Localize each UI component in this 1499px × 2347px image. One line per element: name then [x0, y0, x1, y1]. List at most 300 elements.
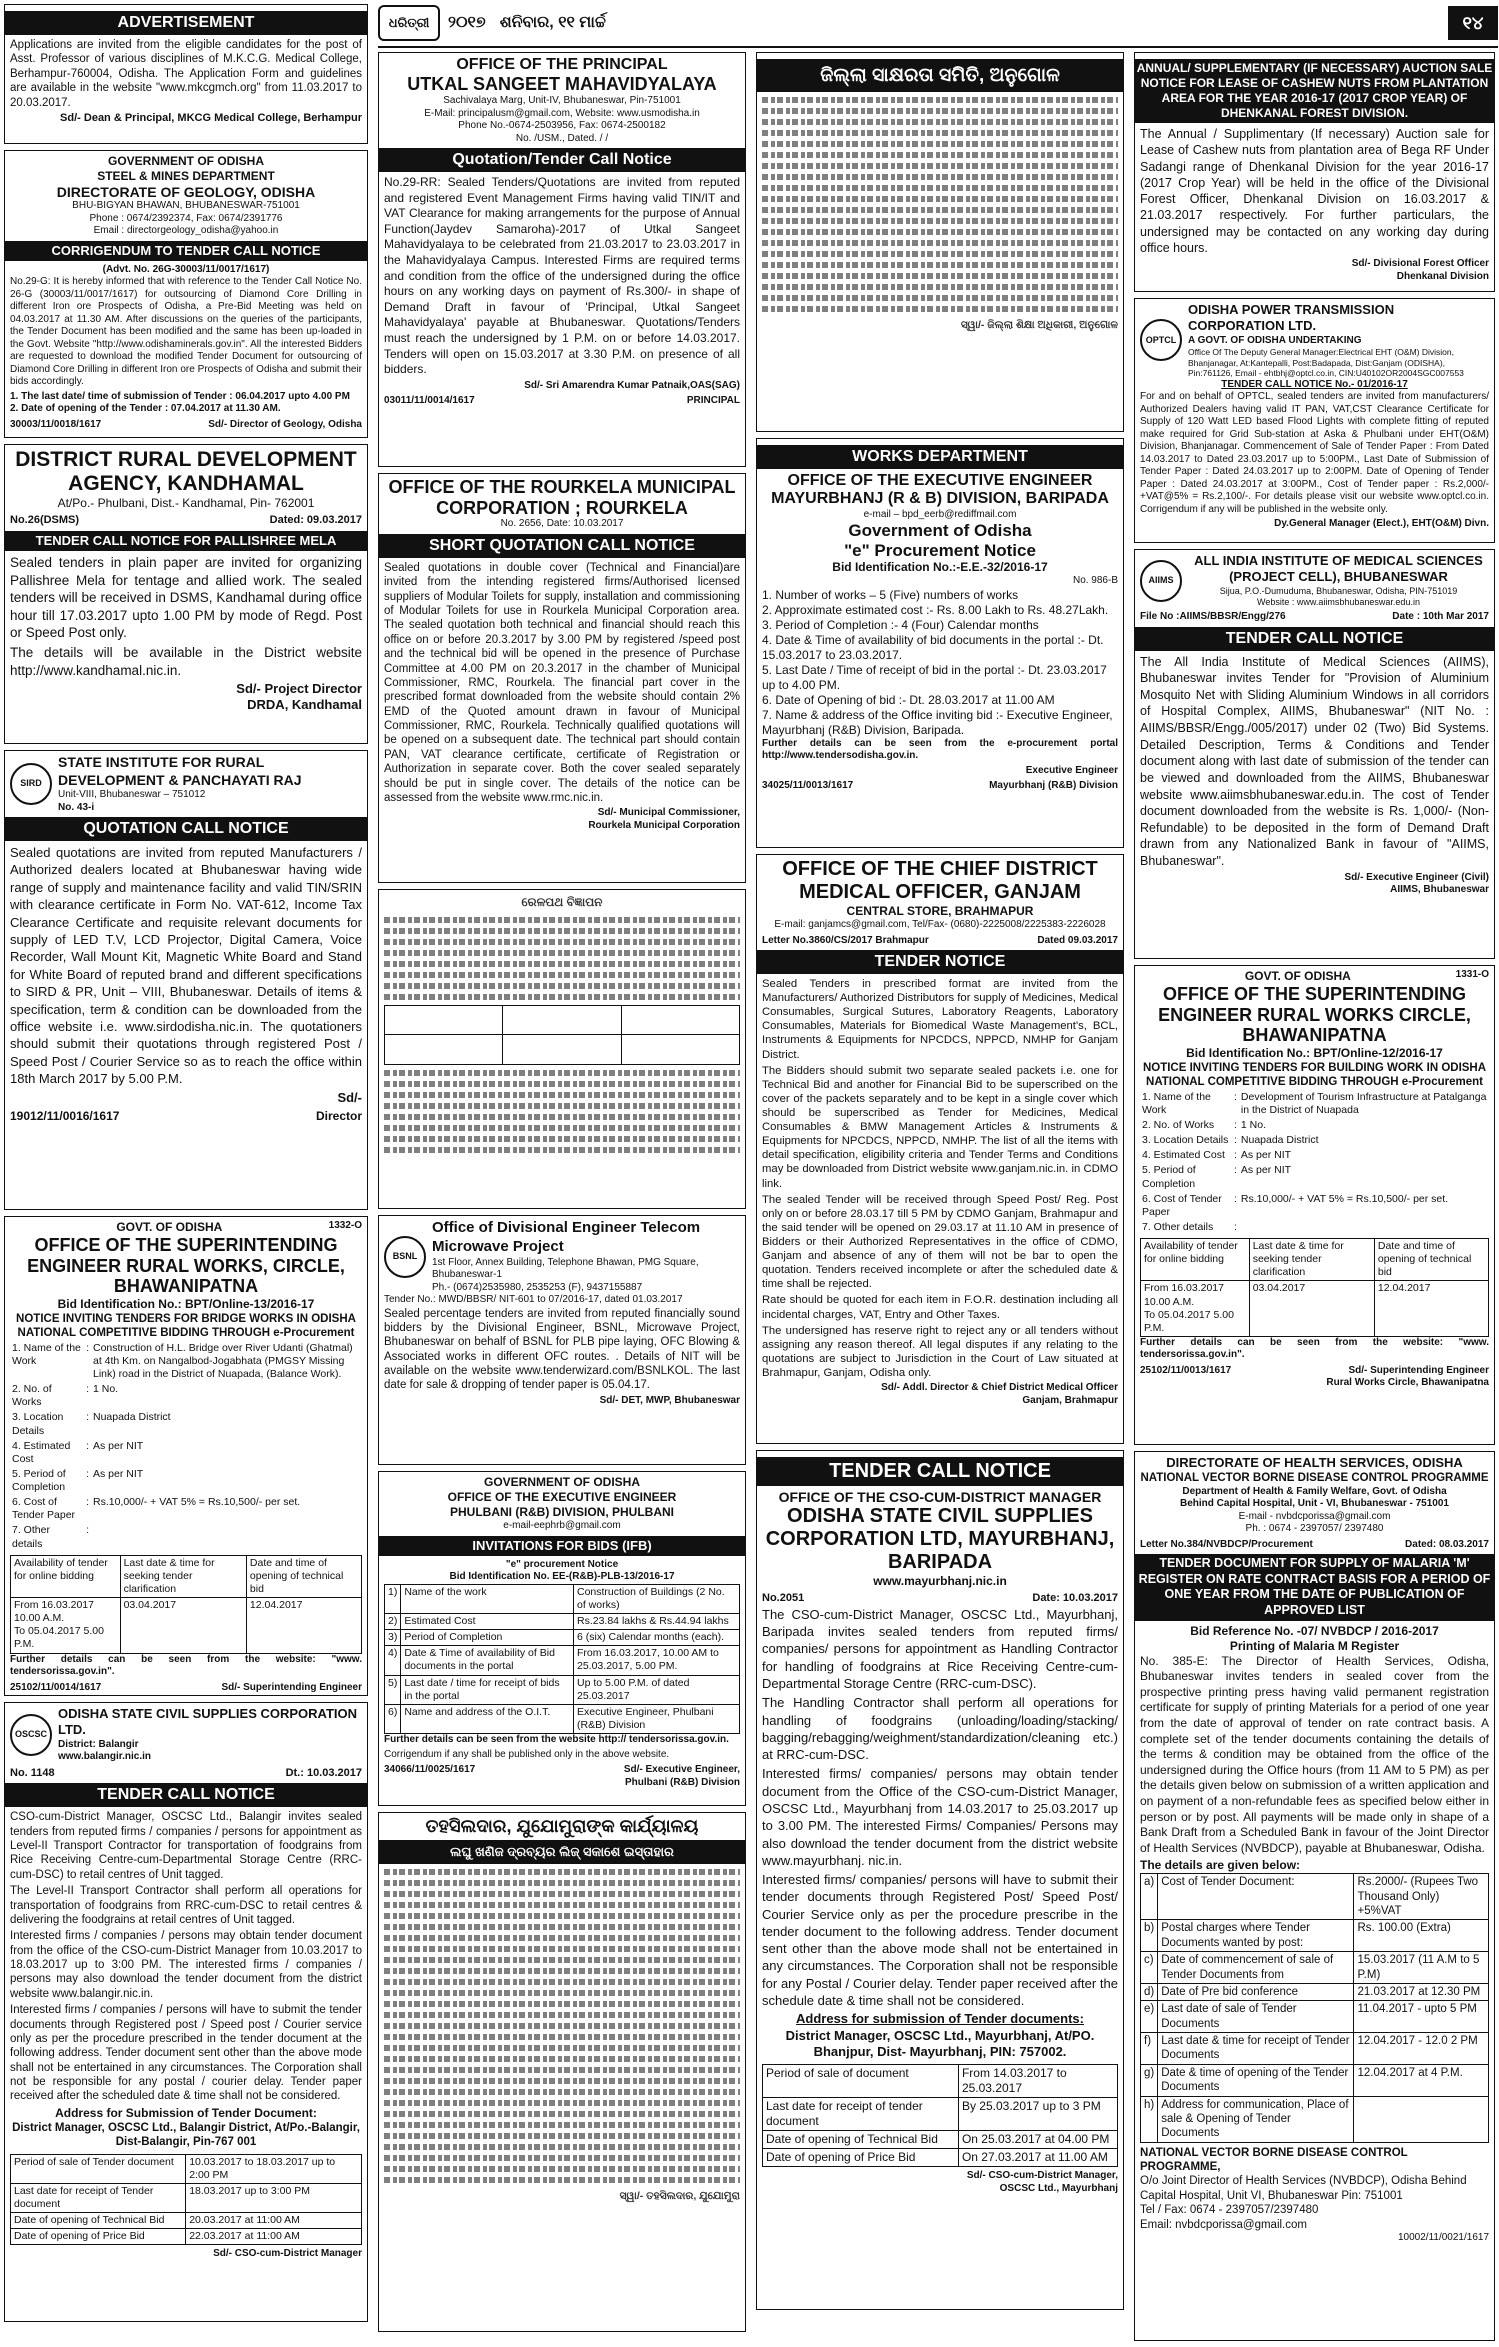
- work-table: [384, 1584, 740, 1734]
- table-cell: 21.03.2017 at 12.30 PM: [1354, 1983, 1489, 2000]
- ad-line: OFFICE OF THE CHIEF DISTRICT: [782, 858, 1098, 880]
- table-cell: Rs. 100.00 (Extra): [1354, 1920, 1489, 1952]
- ad-utkal-sangeet: [378, 52, 746, 467]
- ad-oscsc-mayurbhanj: [756, 1450, 1124, 2310]
- ad-sign: Sd/- Superintending Engineer: [1348, 1364, 1489, 1376]
- ad-mkcg: [4, 4, 368, 144]
- table-cell: Period of Completion: [401, 1630, 574, 1646]
- table-cell: Date & Time of availability of Bid documents in the portal: [401, 1646, 574, 1675]
- ad-no: No. 1148: [10, 1766, 55, 1779]
- table-row: [1141, 2064, 1489, 2096]
- ad-para: Interested firms/ companies/ persons may obtain tender document from the Office of the CSO-cum-District Manager, OSCSC Ltd., Mayurbhanj from 14.03.2017 to 25.03.2017 up to 3.00 PM. The interested Firms/ Companies/ Persons may also download the tender document from the district website www.mayurbhanj. nic.in.: [762, 1766, 1118, 1868]
- table-cell: 12.04.2017 - 12.0 2 PM: [1354, 2033, 1489, 2065]
- ad-para: The undersigned has reserve right to reject any or all tenders without assigning any reason thereof. All legal disputes if any relating to the quotations are subject to Jurisdiction in the Court of Law situated at Brahmapur, Ganjam, Odisha only.: [762, 1324, 1118, 1379]
- ad-sign: Sd/- Executive Engineer (Civil): [1344, 871, 1489, 883]
- table-cell: g): [1141, 2064, 1158, 2096]
- cell: 12.04.2017: [1374, 1281, 1488, 1337]
- ad-body: Applications are invited from the eligible candidates for the post of Asst. Professor of various disciplines of M.K.C.G. Medical College, Berhampur-760004, Odisha. The Application Form and guidelines are available in the website "www.mkcgmch.org" from 11.03.2017 to 20.03.2017.: [10, 39, 362, 109]
- ad-rourkela: [378, 473, 746, 883]
- ad-web: www.balangir.nic.in: [58, 1751, 151, 1762]
- table-cell: Last date for receipt of Tender document: [11, 2183, 186, 2212]
- ad-line: PHULBANI (R&B) DIVISION, PHULBANI: [450, 1505, 674, 1519]
- table-row: [1140, 1118, 1489, 1133]
- table-cell: 22.03.2017 at 11:00 AM: [186, 2229, 362, 2245]
- table-cell: a): [1141, 1874, 1158, 1920]
- ad-title: DIRECTORATE OF GEOLOGY, ODISHA: [56, 184, 316, 200]
- ad-line: DEVELOPMENT & PANCHAYATI RAJ: [58, 771, 302, 788]
- table-row: [1141, 1983, 1489, 2000]
- table-cell: 10.03.2017 to 18.03.2017 up to 2:00 PM: [186, 2154, 362, 2183]
- ad-ref: 19012/11/0016/1617: [10, 1108, 120, 1123]
- table-cell: 2. No. of Works: [12, 1383, 52, 1409]
- ad-footer: NATIONAL VECTOR BORNE DISEASE CONTROL PROGRAMME,: [1140, 2146, 1408, 2174]
- table-cell: Nuapada District: [92, 1411, 171, 1424]
- ad-date: Dated: 08.03.2017: [1405, 1538, 1489, 1550]
- ad-title: ରେଳପଥ ବିଜ୍ଞାପନ: [521, 895, 603, 909]
- ad-sign: ସ୍ୱା/- ତହସିଲଦାର, ଯୁଯୋମୁରା: [619, 2189, 740, 2202]
- ad-sign: Sd/- DET, MWP, Bhubaneswar: [599, 1394, 740, 1406]
- table-row: [1141, 2096, 1489, 2142]
- ad-rw-tourism: [1134, 965, 1495, 1445]
- table-cell: 2. No. of Works: [1142, 1119, 1215, 1132]
- ad-cdmo-ganjam: [756, 854, 1124, 1444]
- ad-drda: [4, 444, 368, 744]
- bsnl-logo-icon: BSNL: [384, 1236, 426, 1278]
- table-row: [11, 2154, 362, 2183]
- ad-body: The All India Institute of Medical Sciences (AIIMS), Bhubaneswar invites Tender for "Provision of Aluminium Mosquito Net with Sliding Aluminium Windows in all corridors of Hospital Complex, AIIMS, Bhubaneswar" (NIT No. : AIIMS/BBSR/Engg./005/2017) under 02 (Two) Bid Systems. Detailed Description, Terms & Conditions and Tender document along with last date of submission of the tender can be viewed and downloaded from the AIIMS, Bhubaneswar website www.aiimsbhubaneswar.edu.in. The cost of Tender document downloaded from the website is Rs. 1,000/- (Non-Refundable) to be deposited in the form of Demand Draft drawn from any Nationalized Bank in favour of "AIIMS, Bhubaneswar".: [1140, 654, 1489, 868]
- column-3: [756, 52, 1124, 2316]
- table-cell: 3. Location Details: [1142, 1134, 1229, 1147]
- ad-sign: Dy.General Manager (Elect.), EHT(O&M) Divn.: [1274, 518, 1489, 530]
- table-cell: d): [1141, 1983, 1158, 2000]
- ad-sign: Sd/- Dean & Principal, MKCG Medical College, Berhampur: [60, 111, 362, 124]
- table-cell: 5. Period of Completion: [12, 1467, 66, 1494]
- work-details-table: [1140, 1090, 1489, 1235]
- ad-bar: Quotation/Tender Call Notice: [379, 148, 745, 172]
- table-cell: 15.03.2017 (11 A.M to 5 P.M): [1354, 1952, 1489, 1984]
- ad-sign-2: Director: [315, 1108, 362, 1123]
- table-cell: :: [86, 1411, 89, 1424]
- works-list: [762, 588, 1118, 738]
- table-cell: :: [86, 1524, 89, 1537]
- table-row: [1141, 1952, 1489, 1984]
- ad-line: Department of Health & Family Welfare, Govt. of Odisha: [1182, 1485, 1447, 1497]
- ad-bar: QUOTATION CALL NOTICE: [5, 817, 367, 841]
- table-row: [1140, 1133, 1489, 1148]
- ad-sign-2: Dhenkanal Division: [1396, 270, 1489, 282]
- table-cell: f): [1141, 2033, 1158, 2065]
- ad-odia-railway: [378, 889, 746, 1209]
- ad-footer: O/o Joint Director of Health Services (NVBDCP), Odisha Behind Capital Hospital, Unit VI, Bhubaneswar Pin: 751001: [1140, 2175, 1467, 2202]
- ad-code: 1332-O: [328, 1220, 362, 1231]
- table-row: [1141, 2033, 1489, 2065]
- table-cell: Nuapada District: [1240, 1134, 1319, 1147]
- ad-para: Interested firms / companies / persons will have to submit the tender documents through Registered post / Speed post / Courier service only as per the procedure prescribed in the tender document at the following address. Tender document sent other than the above mode shall not be entertained in any circumstances. The Corporation shall not be responsible for any postal / courier delay. Tender paper received after the scheduled date & time shall not be considered.: [10, 2004, 362, 2103]
- table-cell: As per NIT: [92, 1439, 144, 1452]
- ad-web: www.mayurbhanj.nic.in: [873, 1574, 1007, 1589]
- ad-sign-2: Rural Works Circle, Bhawanipatna: [1326, 1377, 1489, 1389]
- table-cell: 7. Other details: [12, 1524, 50, 1550]
- table-row: [763, 2149, 1118, 2167]
- ad-bar: INVITATIONS FOR BIDS (IFB): [379, 1536, 745, 1556]
- ad-body: Sealed percentage tenders are invited from reputed financially sound bidders by the Divisional Engineer, BSNL, Microwave Project, Bhubaneswar on behalf of BSNL for PLB pipe laying, OFC Blowing & Associated works in different OFC routes. . Details of NIT will be available on the website www.tenderwizard.com/BSNLKOL. The last date for sale & dropping of tender paper is 05.04.17.: [384, 1307, 740, 1392]
- availability-table: [1140, 1238, 1489, 1337]
- ad-phone: Ph.- (0674)2535980, 2535253 (F), 9437155887: [432, 1281, 643, 1293]
- table-cell: b): [1141, 1920, 1158, 1952]
- ad-file: File No :AIIMS/BBSR/Engg/276: [1140, 611, 1286, 622]
- cell: Last date & time for seeking tender clarification: [1249, 1239, 1374, 1281]
- ad-address-heading: Address for submission of Tender documents:: [796, 2011, 1084, 2027]
- ad-body: Sealed quotations are invited from reputed Manufacturers / Authorized dealers located at Bhubaneswar having wide range of supply and maintenance facility and valid TIN/SRIN with clearance certificate in Form No. VAT-612, Income Tax Clearance Certificate and requisite relevant documents for supply of LED T.V, LCD Projector, Digital Camera, Voice Recorder, Wall Mount Kit, Magnetic White Board and Stand for White Board of reputed brand and different specifications to SIRD & PR, Unit – VIII, Bhubaneswar. Details of items & specification, term & condition can be downloaded from the office website i.e. www.sirdodisha.nic.in. The quotationers should submit their quotations through registered Post / Speed Post / Courier Service so as to reach the office within 18th March 2017 by 5.00 P.M.: [10, 845, 362, 1087]
- list-item: 1. Number of works – 5 (Five) numbers of works: [762, 587, 1019, 602]
- ad-phone: Ph. : 0674 - 2397057/ 2397480: [1245, 1523, 1384, 1535]
- cell: Availability of tender for online bidding: [1141, 1239, 1250, 1281]
- table-cell: h): [1141, 2096, 1158, 2142]
- masthead-year: ୨୦୧୭: [448, 14, 486, 31]
- table-cell: Date of Pre bid conference: [1158, 1983, 1354, 2000]
- ad-ref: 30003/11/0018/1617: [10, 418, 102, 430]
- table-cell: Executive Engineer, Phulbani (R&B) Division: [574, 1704, 740, 1733]
- list-item: 4. Date & Time of availability of bid documents in the portal :- Dt. 15.03.2017 to 23.03.2017.: [762, 632, 1104, 662]
- ad-line: CENTRAL STORE, BRAHMAPUR: [846, 904, 1034, 918]
- ad-bar: TENDER NOTICE: [757, 950, 1123, 974]
- ad-code: 1331-O: [1455, 969, 1489, 980]
- ad-gov: GOVT. OF ODISHA: [1244, 969, 1351, 983]
- ad-date: Dated 09.03.2017: [1037, 934, 1118, 946]
- table-cell: [91, 1523, 362, 1551]
- table-cell: [1239, 1220, 1489, 1235]
- table-cell: Rs.23.84 lakhs & Rs.44.94 lakhs: [574, 1614, 740, 1630]
- work-details-table: [10, 1341, 362, 1552]
- ad-title: Office of Divisional Engineer Telecom: [432, 1219, 701, 1236]
- ad-works-mayurbhanj: [756, 438, 1124, 848]
- table-cell: Rs.10,000/- + VAT 5% = Rs.10,500/- per set.: [1240, 1192, 1449, 1205]
- ad-address: Sijua, P.O.-Dumuduma, Bhubaneswar, Odisha, PIN-751019: [1219, 585, 1458, 596]
- table-cell: Rs.10,000/- + VAT 5% = Rs.10,500/- per set.: [92, 1496, 301, 1509]
- ad-date: Dated: 09.03.2017: [269, 514, 362, 527]
- ad-para: The Handling Contractor shall perform all operations for handling of foodgrains (unloading/loading/stacking/ bagging/rebagging/weighment/standardization/cleaning etc.) at RRC-cum-DSC.: [762, 1695, 1118, 1763]
- cell: Date and time of opening of technical bid: [1374, 1239, 1488, 1281]
- table-cell: Period of sale of Tender document: [11, 2154, 186, 2183]
- table-row: [10, 1495, 362, 1523]
- table-row: [1140, 1220, 1489, 1235]
- aiims-logo-icon: AIIMS: [1140, 560, 1182, 602]
- ad-sign-2: DRDA, Kandhamal: [247, 697, 362, 713]
- ad-sign: ସ୍ୱା/- ଜିଲ୍ଲା ଶିକ୍ଷା ଅଧିକାରୀ, ଅନୁଗୋଳ: [960, 319, 1118, 332]
- ad-date: Date : 10th Mar 2017: [1392, 611, 1489, 622]
- ad-ref: 03011/11/0014/1617: [384, 395, 475, 407]
- ad-title: OFFICE OF THE SUPERINTENDING ENGINEER RURAL WORKS CIRCLE, BHAWANIPATNA: [1158, 984, 1471, 1046]
- ad-body: No. 385-E: The Director of Health Services, Odisha, Bhubaneswar invites tenders in sealed cover from the prospective printing press having valid permanent registration certificate for supply of printing Materials for a period of one year from the date of approval of tender on rate contract basis. A complete set of the tender documents containing the details of the terms & condition may be obtained from the office of the undersigned during the Office hours (from 11 AM to 5 PM) as per the details given below on submission of a written application and on payment of a non-refundable fees as specified below either in person or by post. All payments will be made only in shape of a Bank Draft from a Scheduled Bank in favour of the Joint Director of Health Services (NVBDCP), payable at Bhubaneswar, Odisha.: [1140, 1653, 1489, 1855]
- ad-body: Sealed tenders in plain paper are invited for organizing Pallishree Mela for tentage and allied work. The sealed tenders will be received in DSMS, Kandhamal during office hour till 17.03.2017 upto 1.00 PM by mode of Regd. Post or Speed Post only.: [10, 555, 362, 641]
- table-row: [763, 2065, 1118, 2098]
- ad-date: Dt.: 10.03.2017: [285, 1766, 362, 1779]
- ad-title: DISTRICT RURAL DEVELOPMENT AGENCY, KANDHAMAL: [15, 448, 357, 496]
- ad-line: STEEL & MINES DEPARTMENT: [97, 169, 275, 183]
- ad-address: 1st Floor, Annex Building, Telephone Bhawan, PMG Square, Bhubaneswar-1: [432, 1256, 699, 1280]
- table-cell: Date of opening of Technical Bid: [11, 2213, 186, 2229]
- ad-title: OFFICE OF THE ROURKELA MUNICIPAL CORPORATION ; ROURKELA: [388, 477, 736, 518]
- ad-bid: Bid Reference No. -07/ NVBDCP / 2016-2017: [1190, 1623, 1439, 1638]
- ad-title: MEDICAL OFFICER, GANJAM: [799, 881, 1081, 903]
- table-cell: 6): [385, 1704, 401, 1733]
- ad-title: UTKAL SANGEET MAHAVIDYALAYA: [407, 74, 717, 95]
- ad-line: Government of Odisha: [848, 521, 1032, 541]
- ad-sign-2: AIIMS, Bhubaneswar: [1390, 884, 1489, 896]
- table-cell: 4. Estimated Cost: [12, 1439, 71, 1465]
- ad-ref: 34025/11/0013/1617: [762, 780, 854, 792]
- availability-table: [10, 1555, 362, 1654]
- table-cell: Estimated Cost: [401, 1614, 574, 1630]
- column-2: [378, 52, 746, 2338]
- table-cell: Name and address of the O.I.T.: [401, 1704, 574, 1733]
- ad-sub: A GOVT. OF ODISHA UNDERTAKING: [1188, 334, 1362, 346]
- ad-no: No.26(DSMS): [10, 514, 80, 527]
- table-cell: :: [86, 1383, 89, 1396]
- ad-ref: 25102/11/0014/1617: [10, 1681, 102, 1693]
- table-row: [10, 1523, 362, 1551]
- ad-bid: Bid Identification No.: BPT/Online-12/2016-17: [1186, 1046, 1443, 1061]
- table-cell: 1 No.: [92, 1383, 119, 1396]
- ad-rw-bridge: [4, 1216, 368, 1696]
- ad-bsnl: [378, 1215, 746, 1465]
- table-cell: :: [1233, 1090, 1237, 1103]
- ad-bar: ANNUAL/ SUPPLEMENTARY (IF NECESSARY) AUCTION SALE NOTICE FOR LEASE OF CASHEW NUTS FROM PLANTATION AREA FOR THE YEAR 2016-17 (2017 CROP YEAR) OF DHENKANAL FOREST DIVISION.: [1135, 59, 1494, 123]
- ad-ref: 25102/11/0013/1617: [1140, 1364, 1232, 1376]
- table-cell: Date of opening of Price Bid: [763, 2149, 959, 2167]
- ad-gov: GOVERNMENT OF ODISHA: [483, 1475, 640, 1489]
- ad-title: ଜିଲ୍ଲା ସାକ୍ଷରତା ସମିତି, ଅନୁଗୋଳ: [757, 59, 1123, 92]
- ad-sign-2: Rourkela Municipal Corporation: [588, 819, 740, 831]
- ad-para: Interested firms / companies / persons may obtain tender document from the office of the CSO-cum-District Manager from 10.03.2017 to 18.03.2017 up to 3:00 PM. The interested firms / companies / persons may also download the tender document from the district website www.balangir.nic.in.: [10, 1930, 362, 2000]
- ad-web: Further details can be seen from the e-procurement portal http://www.tendersodisha.gov.in.: [762, 737, 1118, 762]
- ad-phone: Phone No.-0674-2503956, Fax: 0674-2500182: [458, 120, 666, 132]
- table-cell: 1. Name of the Work: [12, 1341, 81, 1367]
- newspaper-logo: ଧରିତ୍ରୀ: [378, 5, 440, 41]
- table-cell: Construction of Buildings (2 No. of works): [574, 1584, 740, 1613]
- ad-corr: Corrigendum if any shall be published only in the above website.: [384, 1748, 670, 1760]
- ad-footer: Email: nvbdcporissa@gmail.com: [1140, 2218, 1307, 2231]
- schedule-table: [10, 2154, 362, 2246]
- column-1: [4, 4, 368, 2328]
- ad-no: No. 2656, Date: 10.03.2017: [500, 518, 624, 530]
- table-cell: Period of sale of document: [763, 2065, 959, 2098]
- table-cell: 7. Other details: [1142, 1220, 1214, 1233]
- cell: To 05.04.2017 5.00 P.M.: [14, 1625, 104, 1651]
- ad-sub: "e" procurement Notice: [505, 1558, 619, 1570]
- ad-email: E-mail: ganjamcs@gmail.com, Tel/Fax- (0680)-2225008/2225383-2226028: [774, 919, 1106, 930]
- ad-footer: Tel / Fax: 0674 - 2397057/2397480: [1140, 2204, 1319, 2217]
- ad-nvbdcp: [1134, 1451, 1495, 2341]
- ad-sign: Sd/- Superintending Engineer: [221, 1681, 362, 1693]
- ad-no: No.2051: [762, 1592, 805, 1605]
- cell: Availability of tender for online bidding: [11, 1555, 121, 1597]
- ad-sign: Sd/- Divisional Forest Officer: [1351, 258, 1489, 269]
- table-cell: Cost of Tender Document:: [1158, 1874, 1354, 1920]
- ad-notice: NOTICE INVITING TENDERS FOR BUILDING WORK IN ODISHA NATIONAL COMPETITIVE BIDDING THROUGH e-Procurement: [1142, 1062, 1487, 1089]
- cell: 03.04.2017: [1249, 1281, 1374, 1337]
- table-cell: Name of the work: [401, 1584, 574, 1613]
- ad-oscsc-balangir: [4, 1702, 368, 2322]
- table-cell: :: [1233, 1134, 1237, 1147]
- ad-phulbani: [378, 1471, 746, 1806]
- table-cell: 6 (six) Calendar months (each).: [574, 1630, 740, 1646]
- table-cell: 6. Cost of Tender Paper: [1142, 1192, 1222, 1218]
- table-cell: On 25.03.2017 at 04.00 PM: [958, 2131, 1117, 2149]
- details-table: [1140, 1873, 1489, 2142]
- cell: Last date & time for seeking tender clarification: [120, 1555, 246, 1597]
- table-cell: Date of opening of Technical Bid: [763, 2131, 959, 2149]
- ad-role: PRINCIPAL: [686, 395, 740, 407]
- ad-para: CSO-cum-District Manager, OSCSC Ltd., Balangir invites sealed tenders from reputed firms / companies / persons for appointment as Level-II Transport Contractor for transportation of foodgrains from Rice Receiving Centre-cum-Departmental Storage Centre (RRC-cum-DSC) to retail centres of Unit tagged.: [10, 1811, 362, 1881]
- table-cell: Last date for receipt of tender document: [763, 2098, 959, 2131]
- ad-line: "e" Procurement Notice: [844, 540, 1036, 560]
- table-row: [763, 2098, 1118, 2131]
- ad-sign-2: Phulbani (R&B) Division: [625, 1776, 740, 1788]
- ad-email: E-mail - nvbdcporissa@gmail.com: [1238, 1510, 1391, 1522]
- ad-line: DIRECTORATE OF HEALTH SERVICES, ODISHA: [1166, 1455, 1463, 1470]
- table-cell: :: [86, 1496, 89, 1509]
- table-cell: [1354, 2096, 1489, 2142]
- table-cell: :: [1233, 1164, 1237, 1177]
- ad-title: ODISHA POWER TRANSMISSION CORPORATION LTD.: [1188, 302, 1395, 334]
- ad-address: Unit-VIII, Bhubaneswar – 751012: [58, 789, 206, 800]
- table-row: [1140, 1090, 1489, 1118]
- ad-para: The Bidders should submit two separate sealed packets i.e. one for Technical Bid and another for Financial Bid to be superscribed on the cover of the packets separately and to be kept in a single cover which should be superscribed as Tender for Medicines, Medical Consumables & BMW Management Articles & Instruments & Equipments for NPCDCS, NPPCD, NMHP. The list of all the items with detail specification, eligibility criteria and Tender Terms and Conditions may be downloaded from District website www.ganjam.nic.in. in CDMO link.: [762, 1064, 1118, 1190]
- masthead-date: ଶନିବାର, ୧୧ ମାର୍ଚ୍ଚ: [499, 14, 606, 31]
- table-row: [11, 2229, 362, 2245]
- table-cell: Address for communication, Place of sale & Opening of Tender Documents: [1158, 2096, 1354, 2142]
- ad-email: e-mail-eephrb@gmail.com: [503, 1520, 621, 1531]
- ad-address: District Manager, OSCSC Ltd., Balangir District, At/Po.-Balangir, Dist-Balangir, Pin-767 001: [12, 2121, 360, 2149]
- table-cell: :: [1233, 1220, 1237, 1233]
- table-cell: 5. Period of Completion: [1142, 1164, 1196, 1190]
- ad-bid: Bid Identification No.:-E.E.-32/2016-17: [832, 560, 1048, 575]
- ad-web: Further details can be seen from the website http:// tendersorissa.gov.in.: [384, 1734, 729, 1745]
- ad-email: e-mail – bpd_eerb@rediffmail.com: [863, 508, 1017, 520]
- cell: From 16.03.2017 10.00 A.M.: [14, 1599, 94, 1625]
- table-cell: Date of commencement of sale of Tender Documents from: [1158, 1952, 1354, 1984]
- ad-advt-no: (Advt. No. 26G-30003/11/0017/1617): [102, 263, 270, 275]
- ad-line: STATE INSTITUTE FOR RURAL: [58, 754, 265, 770]
- table-cell: 20.03.2017 at 11:00 AM: [186, 2213, 362, 2229]
- cell: From 16.03.2017 10.00 A.M.: [1144, 1282, 1224, 1308]
- table-row: [1141, 1920, 1489, 1952]
- table-cell: Postal charges where Tender Documents wanted by post:: [1158, 1920, 1354, 1952]
- ad-phone: Phone : 0674/2392374, Fax: 0674/2391776: [89, 212, 283, 224]
- ad-sign: Sd/- CSO-cum-District Manager,: [966, 2170, 1118, 2182]
- ad-address: District Manager, OSCSC Ltd., Mayurbhanj, At/PO. Bhanjpur, Dist- Mayurbhanj, PIN: 757002.: [785, 2027, 1095, 2059]
- table-cell: Date & time of opening of the Tender Documents: [1158, 2064, 1354, 2096]
- table-cell: :: [1233, 1192, 1237, 1205]
- ad-line: GOVERNMENT OF ODISHA: [107, 154, 264, 168]
- ad-bar: TENDER DOCUMENT FOR SUPPLY OF MALARIA 'M' REGISTER ON RATE CONTRACT BASIS FOR A PERIOD OF ONE YEAR FROM THE DATE OF PUBLICATION OF APPROVED LIST: [1135, 1554, 1494, 1621]
- table-row: [11, 2183, 362, 2212]
- ad-sign: Sd/- CSO-cum-District Manager: [213, 2248, 362, 2260]
- ad-sign: Executive Engineer: [1025, 764, 1118, 776]
- ad-date-1: 1. The last date/ time of submission of Tender : 06.04.2017 upto 4.00 PM: [10, 390, 350, 402]
- table-cell: c): [1141, 1952, 1158, 1984]
- ad-title: OFFICE OF THE SUPERINTENDING ENGINEER RURAL WORKS, CIRCLE, BHAWANIPATNA: [27, 1235, 345, 1297]
- ad-sign-2: Ganjam, Brahmapur: [1022, 1394, 1118, 1406]
- ad-bar: WORKS DEPARTMENT: [757, 445, 1123, 469]
- table-cell: As per NIT: [1240, 1164, 1292, 1177]
- table-cell: 2): [385, 1614, 401, 1630]
- list-item: 7. Name & address of the Office inviting bid :- Executive Engineer, Mayurbhanj (R&B) Division, Baripada.: [762, 707, 1113, 737]
- table-cell: 1 No.: [1240, 1119, 1266, 1132]
- ad-line: OFFICE OF THE PRINCIPAL: [456, 56, 668, 73]
- ad-email: Email : directorgeology_odisha@yahoo.in: [93, 225, 279, 237]
- ad-letter: Letter No.384/NVBDCP/Procurement: [1140, 1538, 1313, 1550]
- table-row: [385, 1646, 740, 1675]
- ad-date: Date: 10.03.2017: [1032, 1592, 1118, 1605]
- table-row: [11, 2213, 362, 2229]
- table-row: [10, 1410, 362, 1438]
- table-cell: 1. Name of the Work: [1142, 1090, 1211, 1116]
- cell: To 05.04.2017 5.00 P.M.: [1144, 1308, 1234, 1334]
- masthead: [378, 0, 1498, 48]
- table-cell: 3. Location Details: [12, 1411, 64, 1437]
- table-cell: 5): [385, 1675, 401, 1704]
- ad-body: For and on behalf of OPTCL, sealed tenders are invited from manufacturers/ Authorized Dealers having valid IT PAN, VAT,CST Clearance Certificate for Supply of 120 Watt LED based Flood Lights with complete fitting of reputed make required for Grid Sub-station at Aska & Phulbani under EHT(O&M) Division, Bhanjanagar. Commencement of Sale of Tender Paper : From Dated 14.03.2017 to Dated 23.03.2017 up to 5:00PM., Last Date of Submission of Tender Paper : Dated 24.03.2017 up to 2:00PM. Date of Opening of Tender Paper : Dated 24.03.2017 at 3:00PM., Cost of Tender paper : Rs.2,000/- +VAT@5% = Rs.2,100/-. For details please visit our website www.optcl.co.in. Corrigendum if any will be published in the website only.: [1140, 391, 1489, 515]
- ad-sign: Sd/- Municipal Commissioner,: [597, 807, 740, 819]
- table-cell: 11.04.2017 - upto 5 PM: [1354, 2001, 1489, 2033]
- table-row: [10, 1341, 362, 1382]
- table-cell: By 25.03.2017 up to 3 PM: [958, 2098, 1117, 2131]
- table-cell: 6. Cost of Tender Paper: [12, 1496, 76, 1522]
- ad-district: District: Balangir: [58, 1738, 139, 1750]
- ad-cashew: [1134, 52, 1495, 292]
- table-cell: 4): [385, 1646, 401, 1675]
- table-row: [1140, 1148, 1489, 1163]
- table-row: [10, 1382, 362, 1410]
- table-cell: :: [86, 1439, 89, 1452]
- ad-code: No. 986-B: [1072, 575, 1118, 587]
- ad-bar: TENDER CALL NOTICE: [5, 1783, 367, 1807]
- ad-para: Sealed Tenders in prescribed format are invited from the Manufacturers/ Authorized Distributors for supply of Medicines, Medical Consumables, Surgical Sutures, Laboratory Reagents, Laboratory Consumables, Materials for Biomedical Waste Management's, BCL, Instruments & Equipments for NPCDCS, NPPCD, NMHP for Ganjam District.: [762, 978, 1119, 1061]
- cell: Date and time of opening of technical bid: [246, 1555, 361, 1597]
- ad-subtitle: Microwave Project: [432, 1237, 564, 1255]
- ad-ref: 34066/11/0025/1617: [384, 1764, 476, 1775]
- table-cell: 4. Estimated Cost: [1142, 1149, 1225, 1162]
- ad-sign: Sd/-: [337, 1089, 362, 1105]
- ad-body: No.29-RR: Sealed Tenders/Quotations are invited from reputed and registered Event Management Firms having valid TIN/IT and VAT Clearance for making arrangements for the purpose of Annual Function(Jaydev Samaroha)-2017 of Utkal Sangeet Mahavidyalaya to be celebrated from 21.03.2017 to 23.03.2017 in the Mahavidyalaya Campus. Interested Firms are required terms and condition from the office of the undersigned during the office hours on any working days on payment of Rs.300/- in shape of Demand Draft in favour of 'Principal, Utkal Sangeet Mahavidyalaya' payable at Bhubaneswar. Quotations/Tenders must reach the undersigned by 1 P.M. on or before 14.03.2017. Tenders will open on 15.03.2017 at 3.30 P.M. on presence of all bidders.: [384, 175, 740, 377]
- ad-no: No. /USM., Dated. / /: [515, 132, 609, 144]
- ad-bar: TENDER CALL NOTICE FOR PALLISHREE MELA: [5, 531, 367, 551]
- ad-line: MAYURBHANJ (R & B) DIVISION, BARIPADA: [771, 490, 1109, 508]
- ad-banner: ADVERTISEMENT: [5, 11, 367, 35]
- ad-notice: TENDER CALL NOTICE No.- 01/2016-17: [1221, 378, 1408, 390]
- ad-sign: Sd/- Sri Amarendra Kumar Patnaik,OAS(SAG): [524, 379, 740, 391]
- ad-bar: ଲଘୁ ଖଣିଜ ଦ୍ରବ୍ୟର ଲିଜ୍ ସକାଶେ ଇସ୍ତାହାର: [379, 1840, 745, 1864]
- optcl-logo-icon: OPTCL: [1140, 319, 1182, 361]
- table-cell: 18.03.2017 up to 3:00 PM: [186, 2183, 362, 2212]
- list-item: 6. Date of Opening of bid :- Dt. 28.03.2017 at 11.00 AM: [762, 692, 1055, 707]
- table-cell: Last date & time for receipt of Tender Documents: [1158, 2033, 1354, 2065]
- table-row: [10, 1467, 362, 1495]
- table-cell: :: [86, 1467, 89, 1480]
- sird-logo-icon: SIRD: [10, 763, 52, 805]
- ad-body: No.29-G: It is hereby informed that with reference to the Tender Call Notice No. 26-G (30003/11/0017/1617) for outsourcing of Diamond Core Drilling in different Iron ore Prospects of Odisha, a Pre-Bid Meeting was held on 04.03.2017 at 11.30 AM. After discussions on the queries of the participants, the Tender Document has been modified and the same has been up-loaded in the Govt. Website "http://www.odishaminerals.gov.in". All the interested Bidders are requested to download the modified Tender Document for outsourcing of Diamond Core Drilling in different Iron ore Prospects of Odisha and submit their bids accordingly.: [10, 276, 362, 388]
- ad-line: OFFICE OF THE CSO-CUM-DISTRICT MANAGER: [778, 1489, 1102, 1505]
- ad-web: Website : www.aiimsbhubaneswar.edu.in: [1257, 596, 1420, 607]
- ad-optcl: [1134, 298, 1495, 543]
- ad-no: Tender No.: MWD/BBSR/ NIT-601 to 07/2016-17, dated 01.03.2017: [384, 1294, 683, 1305]
- table-cell: Rs.2000/- (Rupees Two Thousand Only) +5%VAT: [1354, 1874, 1489, 1920]
- column-4: [1134, 52, 1495, 2347]
- schedule-table: [762, 2064, 1118, 2167]
- ad-address: BHU-BIGYAN BHAWAN, BHUBANESWAR-751001: [72, 200, 300, 212]
